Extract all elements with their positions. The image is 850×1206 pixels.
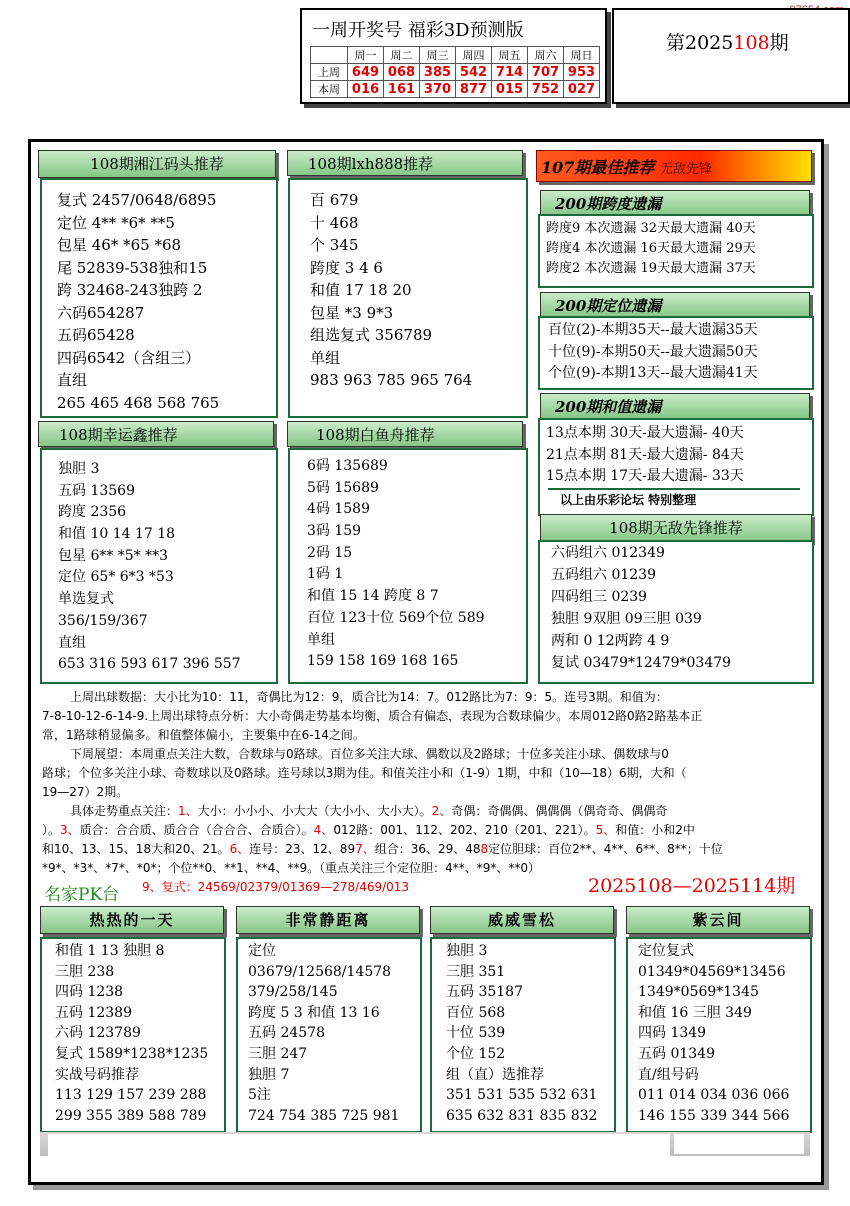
last-week-number: 714 — [492, 64, 528, 81]
weekday: 周二 — [384, 47, 420, 64]
pk-title: 名家PK台 — [44, 885, 120, 905]
best-recommendation-title: 107期最佳推荐 无敌先锋 — [536, 150, 812, 182]
weekday: 周六 — [528, 47, 564, 64]
span-miss-lines: 跨度9 本次遗漏 32天最大遗漏 40天 跨度4 本次遗漏 16天最大遗漏 29天 跨度2 本次遗漏 19天最大遗漏 37天 — [546, 221, 756, 276]
weekly-results-table — [310, 46, 600, 98]
weekday: 周五 — [492, 47, 528, 64]
last-week-label: 上周 — [311, 64, 348, 81]
this-week-number: 015 — [492, 81, 528, 98]
ziyun-title: 紫云间 — [626, 906, 810, 934]
sum-miss-title: 200期和值遗漏 — [540, 393, 810, 419]
position-miss-lines: 百位(2)-本期35天--最大遗漏35天 十位(9)-本期50天--最大遗漏50天 个位(9)-本期13天--最大遗漏41天 — [548, 322, 758, 381]
weekday: 周三 — [420, 47, 456, 64]
last-week-number: 649 — [348, 64, 384, 81]
this-week-number: 027 — [564, 81, 600, 98]
sum-miss-divider — [548, 488, 800, 490]
this-week-label: 本周 — [311, 81, 348, 98]
xingyunxin-lines: 独胆 3 五码 13569 跨度 2356 和值 10 14 17 18 包星 6** *5* **3 定位 65* 6*3 *53 单选复式 356/159/367 直组 653 316 593 617 396 557 — [58, 461, 241, 673]
lxh888-title: 108期lxh888推荐 — [287, 150, 523, 176]
this-week-number: 877 — [456, 81, 492, 98]
analysis-notes: 上周出球数据：大小比为10：11，奇偶比为12：9，质合比为14：7。012路比为7：9：5。连号3期。和值为： 7-8-10-12-6-14-9.上周出球特点分析：大小奇偶走势基本均衡，质合有偏态，表现为合数球偏少。本周012路0路2路基本正 常，1路球稍显偏多。和值整体偏小，主要集中在6-14之间。 下周展望：本周重点关注大数，合数球与0路球。百位多关注大球、偶数以及2路球；十位多关注小球、偶数球与0 路球；个位多关注小球、奇数球以及0路球。连号球以3期为佳。和值关注小和（1-9）1期，中和（10—18）6期，大和（ 19—27）2期。 具体走势重点关注：1、大小：小小小、小大大（大小小、大小大）。2、奇偶：奇偶偶、偶偶偶（偶奇奇、偶偶奇 ）。3、质合：合合质、质合合（合合合、合质合）。4、012路：001、112、202、210（201、221）。5、和值：小和2中 和10、13、15、18大和20、21。6、连号：23、12、897、组合：36、29、488定位胆球：百位2**、4**、6**、8**；十位 *9*、*3*、*7*、*0*；个位**0、**1、**4、**9。（重点关注三个定位胆：4**、*9*、**0） 9、复式：24569/02379/01369—278/469/013 — [42, 690, 723, 894]
xiangjiang-lines: 复式 2457/0648/6895 定位 4** *6* **5 包星 46* *65 *68 尾 52839-538独和15 跨 32468-243独跨 2 六码654287 五码65428 四码6542（含组三） 直组 265 465 468 568 765 — [57, 191, 220, 412]
feichang-lines: 定位 03679/12568/14578 379/258/145 跨度 5 3 和值 13 16 五码 24578 三胆 247 独胆 7 5注 724 754 385 725 981 — [248, 943, 400, 1124]
this-week-number: 161 — [384, 81, 420, 98]
span-miss-title: 200期跨度遗漏 — [540, 190, 810, 216]
last-week-number: 068 — [384, 64, 420, 81]
last-week-number: 707 — [528, 64, 564, 81]
lxh888-lines: 百 679 十 468 个 345 跨度 3 4 6 和值 17 18 20 包星 *3 9*3 组选复式 356789 单组 983 963 785 965 764 — [310, 191, 473, 389]
sum-miss-lines: 13点本期 30天-最大遗漏- 40天 21点本期 81天-最大遗漏- 84天 15点本期 17天-最大遗漏- 33天 — [546, 425, 744, 484]
this-week-number: 370 — [420, 81, 456, 98]
wudi-lines: 六码组六 012349 五码组六 01239 四码组三 0239 独胆 9双胆 09三胆 039 两和 0 12两跨 4 9 复试 03479*12479*03479 — [551, 545, 732, 671]
wudi-title: 108期无敌先锋推荐 — [540, 514, 812, 542]
rere-title: 热热的一天 — [40, 906, 224, 934]
this-week-number: 016 — [348, 81, 384, 98]
weekday: 周日 — [564, 47, 600, 64]
this-week-number: 752 — [528, 81, 564, 98]
feichang-title: 非常静距离 — [236, 906, 420, 934]
baiyuzhou-lines: 6码 135689 5码 15689 4码 1589 3码 159 2码 15 1码 1 和值 15 14 跨度 8 7 百位 123十位 569个位 589 单组 159 158 169 168 165 — [307, 458, 485, 670]
weekday: 周一 — [348, 47, 384, 64]
pk-period: 2025108—2025114期 — [588, 875, 796, 897]
banner-title: 一周开奖号 福彩3D预测版 — [312, 20, 524, 41]
xingyunxin-title: 108期幸运鑫推荐 — [38, 421, 274, 447]
rere-lines: 和值 1 13 独胆 8 三胆 238 四码 1238 五码 12389 六码 123789 复式 1589*1238*1235 实战号码推荐 113 129 157 239 288 299 355 389 588 789 — [55, 943, 209, 1124]
footer-blank — [48, 1134, 670, 1166]
issue-number: 第2025108期 — [666, 32, 789, 54]
last-week-number: 385 — [420, 64, 456, 81]
weekday: 周四 — [456, 47, 492, 64]
xiangjiang-title: 108期湘江码头推荐 — [38, 150, 276, 178]
position-miss-title: 200期定位遗漏 — [540, 292, 810, 318]
weiwei-title: 威威雪松 — [430, 906, 614, 934]
ziyun-lines: 定位复式 01349*04569*13456 1349*0569*1345 和值 16 三胆 349 四码 1349 五码 01349 直/组号码 011 014 034 036 066 146 155 339 344 566 — [638, 943, 790, 1124]
weekly-results-banner — [300, 8, 607, 104]
issue-number-box — [612, 8, 850, 104]
last-week-number: 953 — [564, 64, 600, 81]
footer-blank-right — [674, 1134, 804, 1154]
baiyuzhou-title: 108期白鱼舟推荐 — [287, 421, 523, 447]
last-week-number: 542 — [456, 64, 492, 81]
credit-text: 以上由乐彩论坛 特别整理 — [560, 493, 697, 507]
weiwei-lines: 独胆 3 三胆 351 五码 35187 百位 568 十位 539 个位 152 组（直）选推荐 351 531 535 532 631 635 632 831 835 832 — [446, 943, 598, 1124]
